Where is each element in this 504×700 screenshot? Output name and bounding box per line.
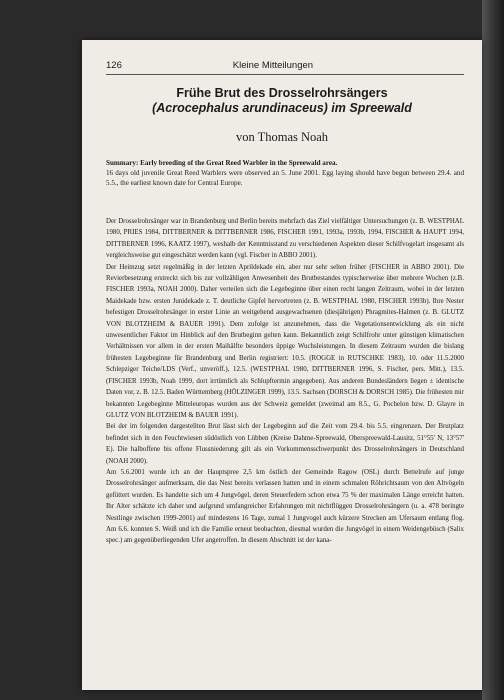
summary-heading: Summary: Early breeding of the Great Reed Warbler in the Spreewald area. <box>106 159 338 167</box>
header-spacer <box>424 60 464 71</box>
title-line-1: Frühe Brut des Drosselrohrsängers <box>176 86 388 100</box>
book-binding-edge <box>482 0 504 700</box>
summary-block <box>106 158 464 188</box>
journal-section-title: Kleine Mitteilungen <box>232 60 314 71</box>
article-author: von Thomas Noah <box>235 130 329 144</box>
title-line-2: (Acrocephalus arundinaceus) im Spreewald <box>152 101 412 115</box>
summary-text: 16 days old juvenile Great Reed Warblers were observed an 5. June 2001. Egg laying should have begun between 29.4. and 5.5., the earliest known date for Central Europe. <box>106 169 464 187</box>
body-paragraph-4: Am 5.6.2001 wurde ich an der Hauptspree 2,5 km östlich der Gemeinde Ragow (OSL) durch Bettelrufe auf junge Drosselrohrsänger aufmerksam, die das Nest bereits verlassen hatten und in einem schmalen Röhrichtsaum von den Altvögeln gefüttert wurden. Es handelte sich um 4 Jungvögel, deren Steuerfedern schon etwa 75 % der maximalen Länge erreicht hatten. Ihr Alter schätzte ich daher und aufgrund umfangreicher Erfahrungen mit nichtflüggen Drosselrohrsängern (u. a. 478 beringte Nestlinge zwischen 1999-2001) auf mindestens 16 Tage, zumal 1 Jungvogel auch kürzere Strecken am Ufersaum entlang flog. Am 6.6. konnten S. Weiß und ich die Familie erneut beobachten, diesmal wurden die Jungvögel in einem Weidengebüsch (Salix spec.) am gegenüberliegenden Ufer angetroffen. In diesem Abschnitt ist der kana- <box>106 468 464 545</box>
body-paragraph-3: Bei der im folgenden dargestellten Brut lässt sich der Legebeginn auf die Zeit vom 29.4. bis 5.5. eingrenzen. Der Brutplatz befindet sich in den Feuchtwiesen südöstlich von Lübben (Kreise Dahme-Spreewald, Oberspreewald-Lausitz, 51°55' N, 13°57' E). Die halboffene bis offene Flussniederung gilt als ein Vorkommensschwerpunkt des Drosselrohrsängers in Deutschland (NOAH 2000). <box>106 423 464 465</box>
running-header <box>106 60 464 75</box>
body-paragraph-2: Der Heimzug setzt regelmäßig in der letzten Aprildekade ein, aber nur sehr selten früher (FISCHER in ABBO 2001). Die Revierbesetzung erstreckt sich bis zur vollzähligen Anwesenheit des Brutbestandes typischerweise über mehrere Wochen (z.B. FISCHER 1993a, NOAH 2000). Daher verteilen sich die Legebeginne über einen recht langen Zeitraum, wobei in der letzten Maidekade bzw. ersten Junidekade z. T. deutliche Gipfel hervortreten (z. B. WESTPHAL 1980, FISCHER 1993b). Ihre Nester befestigen Drosselrohrsänger in erster Linie an weitgehend ausgewachsenen (diesjährigen) Phragmites-Halmen (z. B. GLUTZ VON BLOTZHEIM & BAUER 1991). Dem zufolge ist anzunehmen, dass die Vegetationsentwicklung als ein nicht unwesentlicher Faktor im Hinblick auf den Brutbeginn gelten kann. Bekanntlich zeigt Schilfrohr unter günstigen klimatischen Verhältnissen vor allem in der ersten Maihälfte besonders üppige Wuchsleistungen. In diesem Zeitraum wurden die bislang frühesten Legebeginne für Brandenburg und Berlin registriert: 10.5. (ROGGE in RUTSCHKE 1983), 10. oder 11.5.2000 Schlepziger Teiche/LDS (Verf., unveröff.), 12.5. (WESTPHAL 1980, DITTBERNER 1996, S. Fischer, pers. Mitt.), 13.5. (FISCHER 1993b, Noah 1999, dort irrtümlich als Schlupftermin angegeben). Aus anderen Bundesländern liegen ± identische Daten vor, z. B. 12.5. Baden Württemberg (HÖLZINGER 1999), 13.5. Sachsen (DORSCH & DORSCH 1985). Die frühesten mir bekannten Legebeginne Mitteleuropas wurden aus der Schweiz gemeldet (zweimal am 8.5., G. Pochelon bzw. D. Glayre in GLUTZ VON BLOTZHEIM & BAUER 1991). <box>106 263 464 419</box>
page-number: 126 <box>106 60 122 71</box>
document-page <box>82 40 482 690</box>
body-paragraph-1: Der Drosselrohrsänger war in Brandenburg und Berlin bereits mehrfach das Ziel vielfältiger Untersuchungen (z. B. WESTPHAL 1980, PRIES 1984, DITTBERNER & DITTBERNER 1986, FISCHER 1991, 1993a, 1993b, 1994, FISCHER & HAUPT 1994, DITTBERNER 1996, KAATZ 1997), weshalb der Kenntnisstand zu verschiedenen Aspekten dieser Schilfvogelart insgesamt als vergleichsweise gut eingeschätzt werden kann (vgl. Fischer in ABBO 2001). <box>106 218 464 260</box>
article-body <box>106 216 464 547</box>
article-title <box>82 86 482 116</box>
